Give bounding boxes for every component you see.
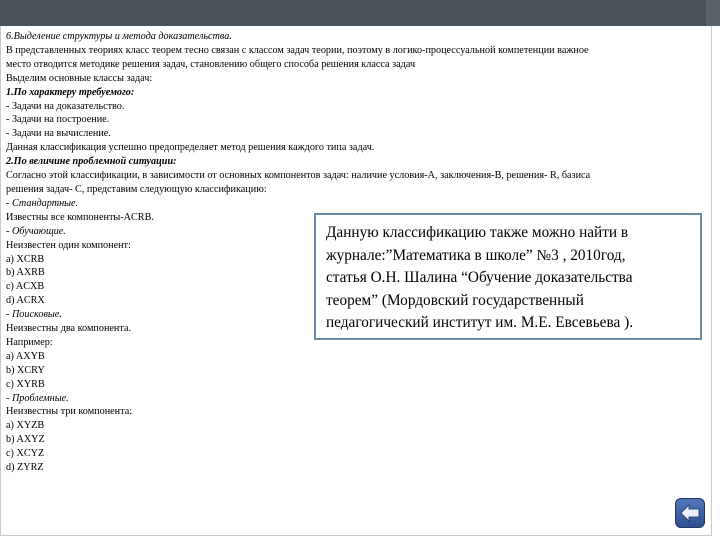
- text-line: b) AXRB: [6, 267, 45, 279]
- callout-line: педагогический институт им. М.Е. Евсевьева ).: [326, 314, 634, 332]
- back-button[interactable]: [675, 498, 705, 528]
- text-line: Неизвестен один компонент:: [6, 239, 131, 251]
- text-line: c) XYRB: [6, 378, 45, 390]
- text-line: Неизвестны два компонента.: [6, 323, 132, 335]
- text-line: 2.По величине проблемной ситуации:: [6, 156, 177, 168]
- text-line: c) ACXB: [6, 281, 45, 293]
- text-line: - Задачи на доказательство.: [6, 100, 125, 112]
- text-line: Известны все компоненты-ACRB.: [6, 211, 154, 223]
- text-line: - Поисковые.: [6, 309, 62, 321]
- back-arrow-icon: [680, 504, 700, 522]
- text-line: В представленных теориях класс теорем тесно связан с классом задач теории, поэтому в логико-процессуальной компетенции важное: [6, 44, 589, 56]
- text-line: решения задач- С, представим следующую классификацию:: [6, 183, 267, 195]
- text-line: b) AXYZ: [6, 434, 45, 446]
- text-line: d) ACRX: [6, 295, 45, 307]
- reference-callout-box: [314, 213, 702, 340]
- text-line: 1.По характеру требуемого:: [6, 86, 135, 98]
- text-line: a) XYZB: [6, 420, 45, 432]
- text-line: - Проблемные.: [6, 392, 69, 404]
- callout-line: теорем” (Мордовский государственный: [326, 291, 584, 309]
- text-line: место отводится методике решения задач, становлению общего способа решения класса задач: [6, 58, 416, 70]
- text-line: - Обучающие.: [6, 225, 66, 237]
- text-line: Выделим основные классы задач:: [6, 72, 153, 84]
- text-line: Неизвестны три компонента:: [6, 406, 133, 418]
- text-line: Согласно этой классификации, в зависимости от основных компонентов задач: наличие условия-А, заключения-В, решения- R, базиса: [6, 170, 591, 182]
- callout-line: Данную классификацию также можно найти в: [326, 224, 629, 241]
- text-line: Например:: [6, 336, 53, 348]
- text-line: a) AXYB: [6, 350, 45, 362]
- text-line: Данная классификация успешно предопределяет метод решения каждого типа задач.: [6, 142, 375, 154]
- text-line: b) XCRY: [6, 364, 45, 376]
- top-bar-accent: [706, 0, 720, 26]
- text-line: a) XCRB: [6, 253, 45, 265]
- text-line: 6.Выделение структуры и метода доказательства.: [6, 31, 232, 42]
- text-line: d) ZYRZ: [6, 462, 44, 474]
- text-line: - Стандартные.: [6, 197, 79, 209]
- top-bar: [0, 0, 720, 26]
- callout-line: статья О.Н. Шалина “Обучение доказательства: [326, 269, 633, 287]
- text-line: - Задачи на построение.: [6, 114, 110, 126]
- text-line: c) XCYZ: [6, 448, 45, 460]
- text-line: - Задачи на вычисление.: [6, 128, 111, 140]
- callout-line: журнале:”Математика в школе” №3 , 2010год,: [326, 246, 626, 264]
